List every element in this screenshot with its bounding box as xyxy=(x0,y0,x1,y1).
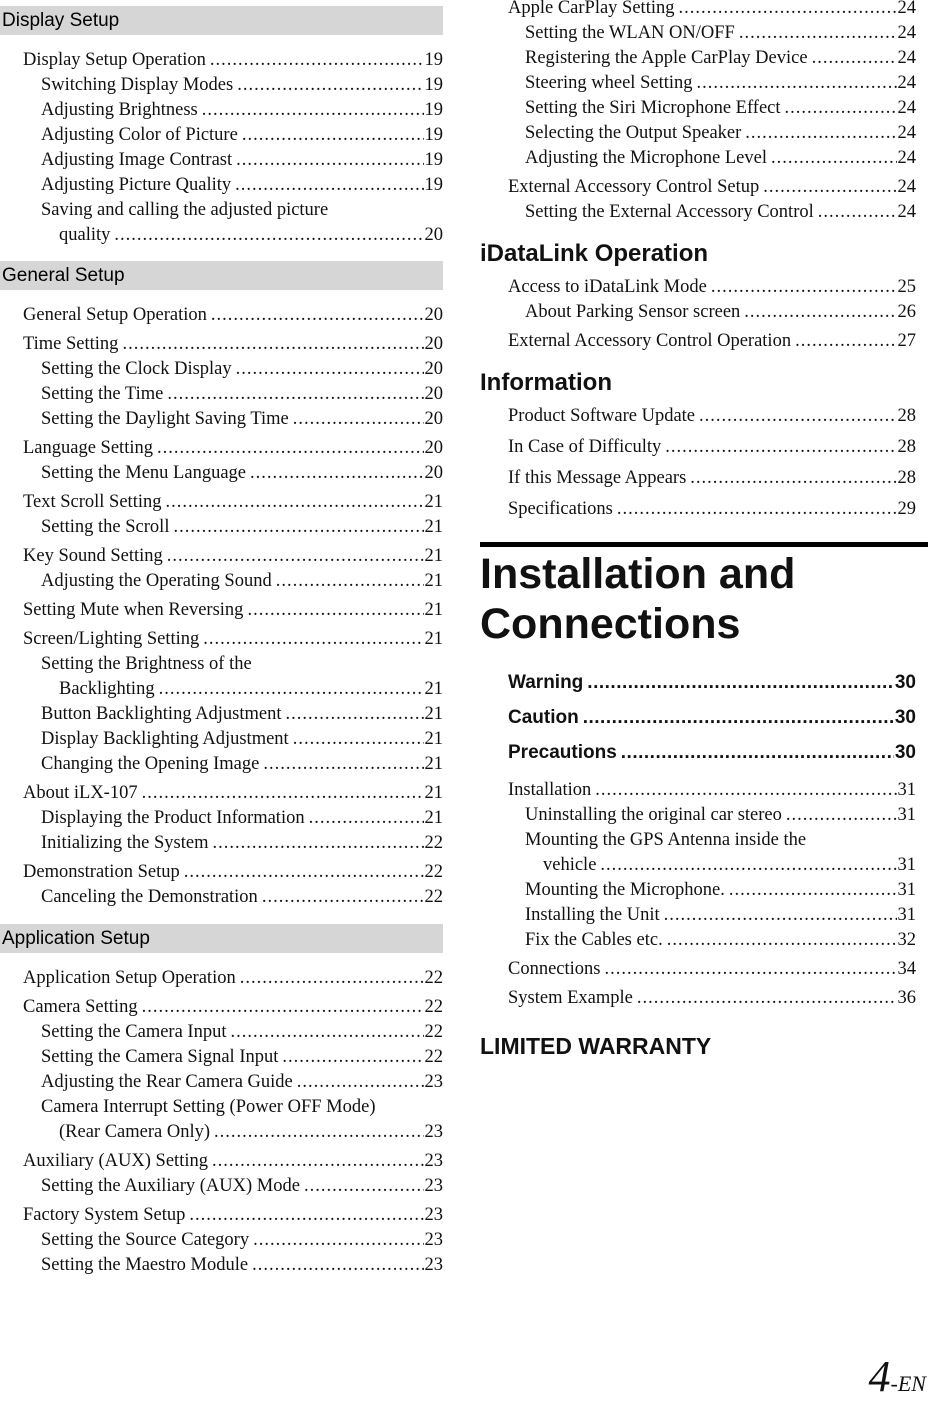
toc-entry[interactable]: Setting the Menu Language ..... 20 xyxy=(0,461,443,486)
toc-entry[interactable]: Screen/Lighting Setting ..... 21 xyxy=(0,627,443,652)
toc-entry[interactable]: Adjusting Picture Quality ..... 19 xyxy=(0,173,443,198)
toc-entry[interactable]: Fix the Cables etc. ..... 32 xyxy=(480,928,916,953)
section-heading-idatalink: iDataLink Operation xyxy=(480,240,709,267)
toc-entry[interactable]: Setting the Camera Signal Input ..... 22 xyxy=(0,1045,443,1070)
toc-entry[interactable]: Application Setup Operation ..... 22 xyxy=(0,966,443,991)
toc-entry[interactable]: Camera Setting ..... 22 xyxy=(0,995,443,1020)
toc-entry[interactable]: Selecting the Output Speaker ..... 24 xyxy=(480,121,916,146)
toc-entry[interactable]: Apple CarPlay Setting ..... 24 xyxy=(480,0,916,21)
page-number: 4-EN xyxy=(868,1352,926,1401)
toc-entry[interactable]: Setting the WLAN ON/OFF ..... 24 xyxy=(480,21,916,46)
toc-entry[interactable]: Registering the Apple CarPlay Device ..... 24 xyxy=(480,46,916,71)
toc-entry[interactable]: If this Message Appears ..... 28 xyxy=(480,466,916,491)
toc-entry[interactable]: Uninstalling the original car stereo ..... 31 xyxy=(480,803,916,828)
toc-entry[interactable]: Key Sound Setting ..... 21 xyxy=(0,544,443,569)
toc-entry[interactable]: Adjusting Brightness ..... 19 xyxy=(0,98,443,123)
toc-entry[interactable]: About Parking Sensor screen ..... 26 xyxy=(480,300,916,325)
toc-entry[interactable]: Setting the Daylight Saving Time ..... 20 xyxy=(0,407,443,432)
toc-entry[interactable]: Setting the Scroll ..... 21 xyxy=(0,515,443,540)
toc-entry[interactable]: Displaying the Product Information ..... 21 xyxy=(0,806,443,831)
toc-entry[interactable]: Display Backlighting Adjustment ..... 21 xyxy=(0,727,443,752)
toc-entry[interactable]: In Case of Difficulty ..... 28 xyxy=(480,435,916,460)
toc-entry[interactable]: Button Backlighting Adjustment ..... 21 xyxy=(0,702,443,727)
toc-entry[interactable]: Setting the Clock Display ..... 20 xyxy=(0,357,443,382)
toc-entry[interactable]: Mounting the GPS Antenna inside the vehicle ..... 31 xyxy=(480,828,916,878)
toc-entry[interactable]: System Example ..... 36 xyxy=(480,986,916,1011)
chapter-title-installation xyxy=(480,542,928,649)
toc-entry[interactable]: Connections ..... 34 xyxy=(480,957,916,982)
toc-entry[interactable]: Saving and calling the adjusted picture quality ..... 20 xyxy=(0,198,443,248)
toc-entry[interactable]: Setting the Time ..... 20 xyxy=(0,382,443,407)
toc-entry-bold[interactable]: Precautions ..... 30 xyxy=(480,737,916,768)
toc-left-column xyxy=(0,0,443,1278)
chapter-title-line: Installation and xyxy=(480,550,796,598)
toc-entry[interactable]: Installing the Unit ..... 31 xyxy=(480,903,916,928)
toc-entry[interactable]: General Setup Operation ..... 20 xyxy=(0,303,443,328)
toc-entry[interactable]: Adjusting Image Contrast ..... 19 xyxy=(0,148,443,173)
toc-entry-bold[interactable]: Caution ..... 30 xyxy=(480,702,916,733)
toc-entry[interactable]: Display Setup Operation ..... 19 xyxy=(0,48,443,73)
section-heading-application-setup: Application Setup xyxy=(0,924,443,953)
toc-entry[interactable]: Time Setting ..... 20 xyxy=(0,332,443,357)
toc-entry[interactable]: Demonstration Setup ..... 22 xyxy=(0,860,443,885)
toc-entry[interactable]: Canceling the Demonstration ..... 22 xyxy=(0,885,443,910)
section-heading-information: Information xyxy=(480,369,612,396)
toc-entry[interactable]: Steering wheel Setting ..... 24 xyxy=(480,71,916,96)
toc-entry[interactable]: Adjusting the Microphone Level ..... 24 xyxy=(480,146,916,171)
toc-entry[interactable]: Adjusting Color of Picture ..... 19 xyxy=(0,123,443,148)
toc-entry[interactable]: Text Scroll Setting ..... 21 xyxy=(0,490,443,515)
toc-entry[interactable]: Setting the Source Category ..... 23 xyxy=(0,1228,443,1253)
toc-entry[interactable]: Changing the Opening Image ..... 21 xyxy=(0,752,443,777)
toc-entry[interactable]: Setting the Camera Input ..... 22 xyxy=(0,1020,443,1045)
toc-entry[interactable]: Language Setting ..... 20 xyxy=(0,436,443,461)
section-heading-display-setup: Display Setup xyxy=(0,6,443,35)
toc-entry[interactable]: Product Software Update ..... 28 xyxy=(480,404,916,429)
toc-entry[interactable]: Setting the Siri Microphone Effect ..... 24 xyxy=(480,96,916,121)
toc-entry[interactable]: Mounting the Microphone. ..... 31 xyxy=(480,878,916,903)
toc-entry[interactable]: About iLX-107 ..... 21 xyxy=(0,781,443,806)
toc-entry[interactable]: Adjusting the Operating Sound ..... 21 xyxy=(0,569,443,594)
toc-entry[interactable]: Specifications ..... 29 xyxy=(480,497,916,522)
toc-entry[interactable]: Access to iDataLink Mode ..... 25 xyxy=(480,275,916,300)
toc-entry[interactable]: Setting the Maestro Module ..... 23 xyxy=(0,1253,443,1278)
toc-entry[interactable]: Setting the Auxiliary (AUX) Mode ..... 23 xyxy=(0,1174,443,1199)
toc-entry-bold[interactable]: Warning ..... 30 xyxy=(480,667,916,698)
toc-entry[interactable]: Adjusting the Rear Camera Guide ..... 23 xyxy=(0,1070,443,1095)
toc-entry[interactable]: Initializing the System ..... 22 xyxy=(0,831,443,856)
toc-entry[interactable]: Camera Interrupt Setting (Power OFF Mode) (Rear Camera Only) ..... 23 xyxy=(0,1095,443,1145)
toc-entry[interactable]: Installation ..... 31 xyxy=(480,778,916,803)
toc-entry[interactable]: Setting the External Accessory Control ..... 24 xyxy=(480,200,916,225)
toc-entry[interactable]: Setting the Brightness of the Backlighting ..... 21 xyxy=(0,652,443,702)
warranty-heading[interactable]: LIMITED WARRANTY xyxy=(480,1033,712,1059)
toc-entry[interactable]: Switching Display Modes ..... 19 xyxy=(0,73,443,98)
toc-entry[interactable]: Setting Mute when Reversing ..... 21 xyxy=(0,598,443,623)
toc-entry[interactable]: Factory System Setup ..... 23 xyxy=(0,1203,443,1228)
chapter-title-line: Connections xyxy=(480,600,741,648)
toc-entry[interactable]: External Accessory Control Operation ..... 27 xyxy=(480,329,916,354)
toc-entry[interactable]: External Accessory Control Setup ..... 24 xyxy=(480,175,916,200)
toc-right-column xyxy=(480,0,916,1060)
section-heading-general-setup: General Setup xyxy=(0,261,443,290)
toc-entry[interactable]: Auxiliary (AUX) Setting ..... 23 xyxy=(0,1149,443,1174)
